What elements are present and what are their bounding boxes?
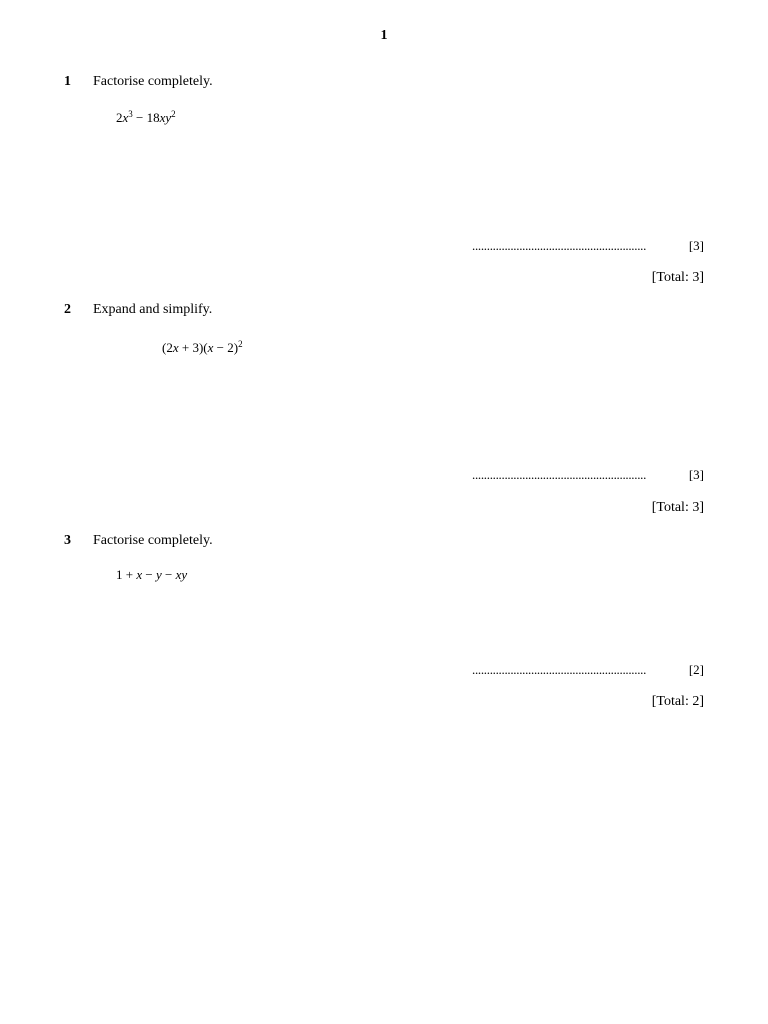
total-marks: [Total: 3] [651, 270, 704, 285]
expr-part: − [142, 567, 156, 582]
expr-variable: x [136, 567, 143, 582]
question-instruction: Factorise completely. [93, 533, 213, 548]
expr-part: (2 [162, 340, 173, 355]
answer-dots: ........................................................... [472, 467, 647, 482]
answer-line[interactable] [472, 467, 704, 483]
expr-part: 2 [116, 110, 123, 125]
expr-variable: xy [159, 110, 172, 125]
expr-variable: y [155, 567, 162, 582]
question-number: 1 [64, 74, 71, 89]
expr-exponent: 3 [128, 109, 133, 119]
page-number: 1 [380, 28, 388, 43]
expr-part: − 18 [132, 110, 160, 125]
math-expression [116, 110, 176, 126]
question-instruction: Expand and simplify. [93, 302, 213, 317]
question-number: 3 [64, 533, 71, 548]
answer-line[interactable] [472, 238, 704, 254]
expr-variable: x [207, 340, 214, 355]
marks-label: [2] [688, 662, 704, 677]
total-marks: [Total: 3] [651, 500, 704, 515]
total-marks: [Total: 2] [651, 694, 704, 709]
question-instruction: Factorise completely. [93, 74, 213, 89]
expr-variable: xy [175, 567, 188, 582]
expr-exponent: 2 [171, 109, 176, 119]
expr-part: − 2) [213, 340, 239, 355]
answer-dots: ........................................................... [472, 662, 647, 677]
marks-label: [3] [688, 238, 704, 253]
expr-part: 1 + [116, 567, 137, 582]
marks-label: [3] [688, 467, 704, 482]
answer-dots: ........................................................... [472, 238, 647, 253]
expr-variable: x [122, 110, 129, 125]
question-number: 2 [64, 302, 71, 317]
math-expression [116, 567, 187, 583]
math-expression [162, 340, 243, 356]
expr-part: + 3)( [178, 340, 208, 355]
answer-line[interactable] [472, 662, 704, 678]
expr-variable: x [172, 340, 179, 355]
expr-exponent: 2 [238, 339, 243, 349]
expr-part: − [161, 567, 176, 582]
